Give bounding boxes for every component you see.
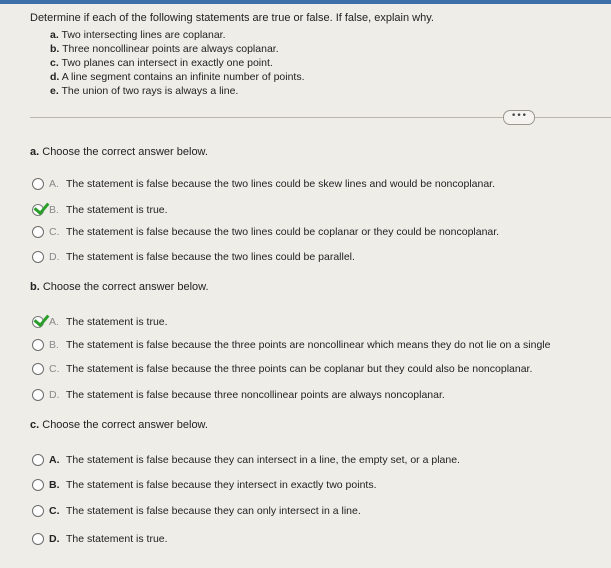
- top-bar: [0, 0, 611, 4]
- section-c-option-b[interactable]: B. The statement is false because they intersect in exactly two points.: [32, 477, 377, 493]
- section-b-option-d[interactable]: D. The statement is false because three noncollinear points are always noncoplanar.: [32, 387, 445, 403]
- section-a-option-c[interactable]: C. The statement is false because the two lines could be coplanar or they could be noncoplanar.: [32, 224, 499, 240]
- radio-button[interactable]: [32, 339, 44, 351]
- radio-button[interactable]: [32, 479, 44, 491]
- question-prompt: [30, 12, 600, 98]
- radio-button[interactable]: [32, 251, 44, 263]
- radio-button[interactable]: [32, 533, 44, 545]
- section-b-option-a[interactable]: A. The statement is true.: [32, 314, 168, 330]
- section-a-option-b[interactable]: B. The statement is true.: [32, 202, 168, 218]
- section-c-option-c[interactable]: C. The statement is false because they can only intersect in a line.: [32, 503, 361, 519]
- section-c-option-d[interactable]: D. The statement is true.: [32, 531, 168, 547]
- section-c-title: c. Choose the correct answer below.: [30, 419, 208, 431]
- section-a-title: a. Choose the correct answer below.: [30, 146, 208, 158]
- radio-button[interactable]: [32, 226, 44, 238]
- statement-d: d. A line segment contains an infinite number of points.: [50, 71, 305, 83]
- question-text: Determine if each of the following statements are true or false. If false, explain why.: [30, 12, 434, 24]
- statement-b: b. Three noncollinear points are always coplanar.: [50, 43, 279, 55]
- more-button[interactable]: •••: [503, 110, 535, 125]
- section-b-title: b. Choose the correct answer below.: [30, 281, 209, 293]
- radio-button[interactable]: [32, 454, 44, 466]
- section-c-option-a[interactable]: A. The statement is false because they can intersect in a line, the empty set, or a plane.: [32, 452, 460, 468]
- radio-button-selected[interactable]: [32, 204, 44, 216]
- radio-button[interactable]: [32, 389, 44, 401]
- radio-button[interactable]: [32, 363, 44, 375]
- radio-button-selected[interactable]: [32, 316, 44, 328]
- section-b-option-b[interactable]: B. The statement is false because the three points are noncollinear which means they do not lie on a single: [32, 337, 550, 353]
- statement-a: a. Two intersecting lines are coplanar.: [50, 29, 226, 41]
- section-a-option-d[interactable]: D. The statement is false because the two lines could be parallel.: [32, 249, 355, 265]
- statement-c: c. Two planes can intersect in exactly one point.: [50, 57, 273, 69]
- checkmark-icon: [34, 311, 50, 328]
- checkmark-icon: [34, 199, 50, 216]
- radio-button[interactable]: [32, 505, 44, 517]
- section-b-option-c[interactable]: C. The statement is false because the three points can be coplanar but they could also be noncoplanar.: [32, 361, 532, 377]
- statement-e: e. The union of two rays is always a line.: [50, 85, 239, 97]
- statement-list: [50, 28, 600, 98]
- section-a-option-a[interactable]: A. The statement is false because the two lines could be skew lines and would be noncoplanar.: [32, 176, 495, 192]
- radio-button[interactable]: [32, 178, 44, 190]
